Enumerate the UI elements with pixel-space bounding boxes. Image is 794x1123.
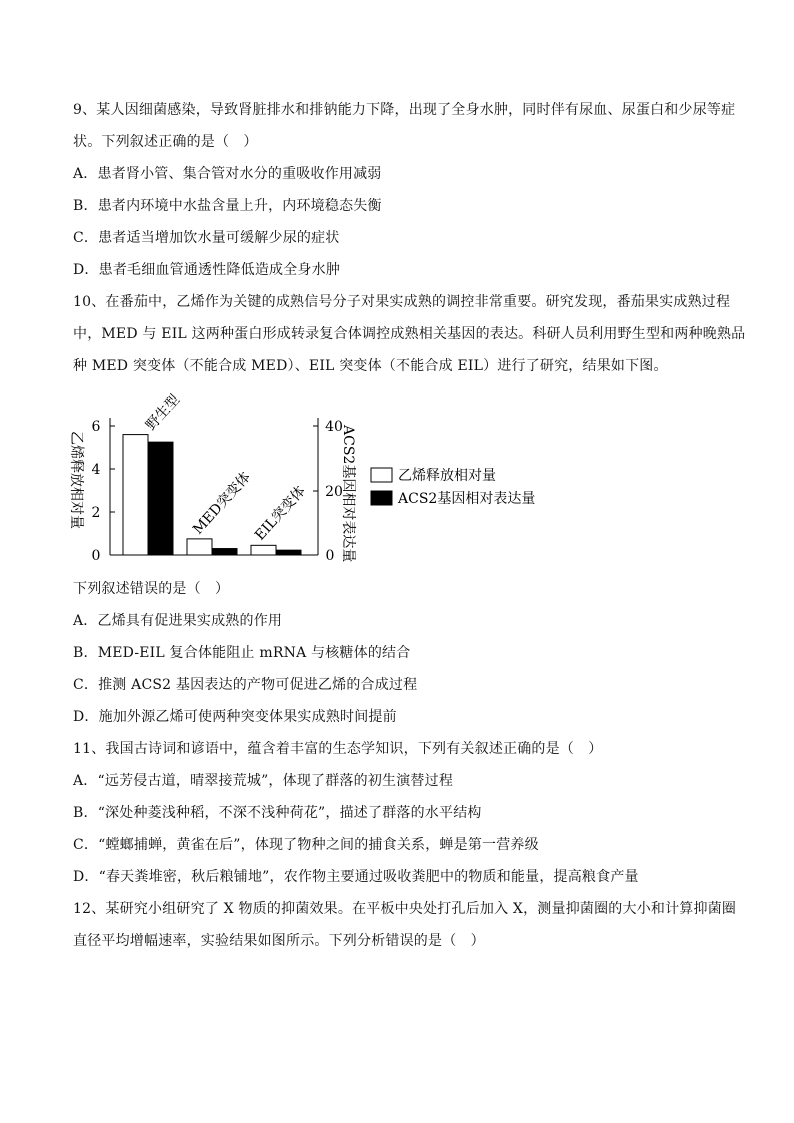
- q10-option-d: D．施加外源乙烯可使两种突变体果实成熟时间提前: [73, 709, 397, 725]
- category-label-med-mutant: MED突变体: [190, 469, 255, 538]
- right-tick-label: 20: [325, 484, 343, 500]
- legend-swatch-ethylene: [371, 468, 392, 482]
- bars: [123, 435, 301, 555]
- right-axis-title: ACS2基因相对表达量: [340, 425, 356, 563]
- ethylene-acs2-bar-chart: [60, 385, 560, 570]
- q11-option-c: C．“螳螂捕蝉，黄雀在后”，体现了物种之间的捕食关系，蝉是第一营养级: [73, 837, 539, 853]
- right-tick-label: 40: [325, 419, 343, 435]
- q12-stem-line2: 直径平均增幅速率，实验结果如图所示。下列分析错误的是（ ）: [73, 933, 485, 949]
- legend: [371, 467, 535, 507]
- q10-option-b: B．MED-EIL 复合体能阻止 mRNA 与核糖体的结合: [73, 645, 411, 661]
- bar-acs2-eil-mutant: [276, 550, 301, 555]
- q10-stem-line2: 中，MED 与 EIL 这两种蛋白形成转录复合体调控成熟相关基因的表达。科研人员利用野生型和两种晚熟品: [73, 326, 746, 342]
- q9-option-b: B．患者内环境中水盐含量上升，内环境稳态失衡: [73, 198, 382, 214]
- bar-ethylene-med-mutant: [187, 539, 212, 555]
- q10-option-a: A．乙烯具有促进果实成熟的作用: [73, 613, 283, 629]
- left-tick-label: 4: [91, 462, 101, 478]
- legend-label-acs2: ACS2基因相对表达量: [398, 491, 536, 507]
- bar-ethylene-eil-mutant: [251, 545, 276, 555]
- q11-stem: 11、我国古诗词和谚语中，蕴含着丰富的生态学知识，下列有关叙述正确的是（ ）: [73, 741, 603, 757]
- left-axis-title: 乙烯释放相对量: [68, 431, 84, 529]
- q10-option-c: C．推测 ACS2 基因表达的产物可促进乙烯的合成过程: [73, 677, 418, 693]
- right-tick-label: 0: [325, 548, 335, 564]
- bar-acs2-wild-type: [148, 442, 173, 555]
- bar-acs2-med-mutant: [212, 549, 237, 555]
- q10-stem-line1: 10、在番茄中，乙烯作为关键的成熟信号分子对果实成熟的调控非常重要。研究发现，番茄果实成熟过程: [73, 294, 731, 310]
- left-tick-label: 0: [91, 548, 101, 564]
- left-ticks: [92, 419, 115, 564]
- category-label-wild-type: 野生型: [143, 391, 184, 434]
- q11-option-d: D．“春天粪堆密，秋后粮铺地”，农作物主要通过吸收粪肥中的物质和能量，提高粮食产量: [73, 869, 639, 885]
- q10-stem-line3: 种 MED 突变体（不能合成 MED）、EIL 突变体（不能合成 EIL）进行了研究，结果如下图。: [73, 358, 668, 374]
- q9-option-a: A．患者肾小管、集合管对水分的重吸收作用减弱: [73, 166, 382, 182]
- q9-stem-line2: 状。下列叙述正确的是（ ）: [73, 134, 258, 150]
- q9-option-c: C．患者适当增加饮水量可缓解少尿的症状: [73, 230, 340, 246]
- q10-question: 下列叙述错误的是（ ）: [73, 581, 230, 597]
- right-ticks: [313, 419, 343, 564]
- q12-stem-line1: 12、某研究小组研究了 X 物质的抑菌效果。在平板中央处打孔后加入 X，测量抑菌圈的大小和计算抑菌圈: [73, 901, 737, 917]
- legend-swatch-acs2: [371, 491, 392, 505]
- legend-label-ethylene: 乙烯释放相对量: [398, 468, 496, 484]
- left-tick-label: 2: [91, 505, 101, 521]
- left-tick-label: 6: [91, 419, 101, 435]
- q11-option-a: A．“远芳侵古道，晴翠接荒城”，体现了群落的初生演替过程: [73, 773, 454, 789]
- bar-ethylene-wild-type: [123, 435, 148, 555]
- category-label-eil-mutant: EIL突变体: [252, 483, 309, 544]
- q9-option-d: D．患者毛细血管通透性降低造成全身水肿: [73, 262, 341, 278]
- q11-option-b: B．“深处种菱浅种稻，不深不浅种荷花”，描述了群落的水平结构: [73, 805, 482, 821]
- q9-stem-line1: 9、某人因细菌感染，导致肾脏排水和排钠能力下降，出现了全身水肿，同时伴有尿血、尿蛋白和少尿等症: [73, 102, 736, 118]
